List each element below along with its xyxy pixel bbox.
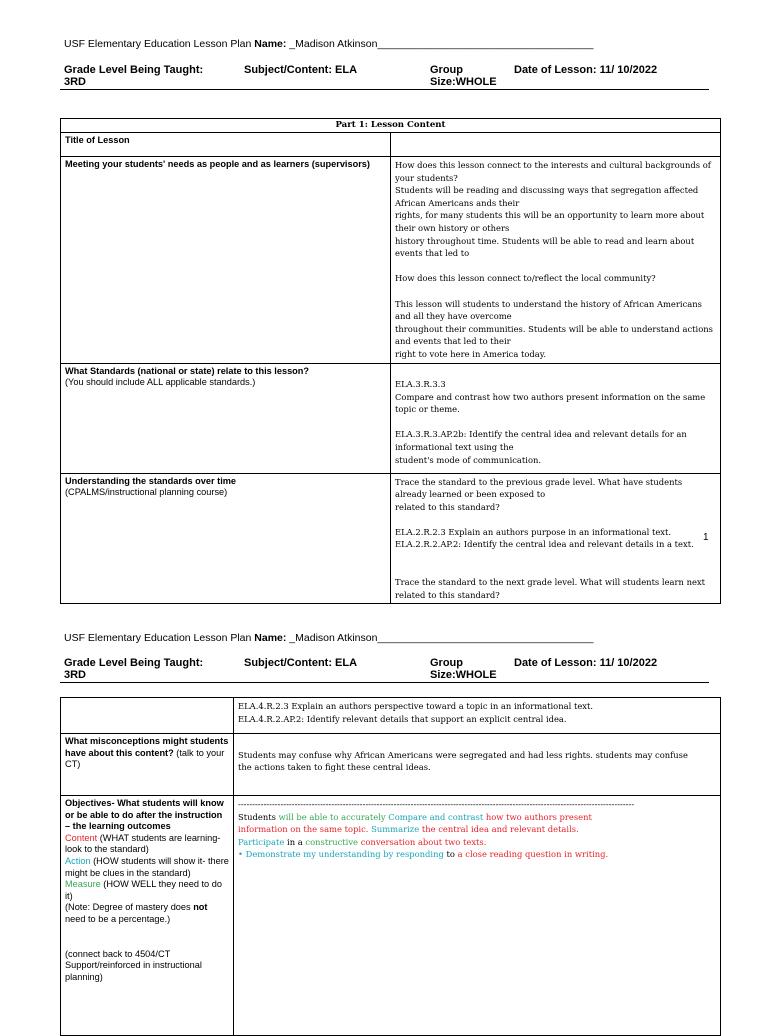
header-name-value: _Madison Atkinson_____________________________________ — [286, 38, 594, 50]
standards-line: ELA.3.R.3.3 — [395, 379, 446, 390]
page2-header — [64, 632, 594, 644]
grade-level — [64, 64, 203, 88]
mastery-note-bold: not — [193, 902, 208, 913]
standards-line: student's mode of communication. — [395, 454, 542, 465]
header-name-label: Name: — [254, 632, 287, 644]
needs-line: right to vote here in America today. — [395, 348, 547, 359]
continued-line: ELA.4.R.2.3 Explain an authors perspective toward a topic in an informational text. — [238, 701, 594, 711]
standards-content — [391, 363, 721, 473]
obj-content: how two authors present — [485, 811, 592, 822]
action-word: Action — [65, 855, 91, 866]
objective-line-3 — [238, 836, 716, 849]
objectives-label-bold: Objectives- What students will know or be able to do after the instruction – the learning outcomes — [65, 798, 224, 832]
group-size — [430, 657, 497, 681]
lesson-content-table-continued — [60, 697, 721, 1036]
needs-line: throughout their communities. Students will be able to understand actions and events that led to their — [395, 323, 713, 347]
over-time-label — [61, 473, 391, 604]
group-value: Size:WHOLE — [430, 76, 497, 88]
needs-label — [61, 157, 391, 364]
over-time-line: related to this standard? — [395, 501, 500, 512]
action-note: (HOW students will show it- there might be clues in the standard) — [65, 855, 229, 878]
over-time-line: Trace the standard to the next grade level. What will students learn next related to this standard? — [395, 577, 706, 600]
needs-line: rights, for many students this will be an opportunity to learn more about their own history or others — [395, 210, 705, 233]
header-name-value: _Madison Atkinson_____________________________________ — [286, 632, 594, 644]
continued-content — [234, 698, 721, 734]
header-prefix: USF Elementary Education Lesson Plan — [64, 38, 255, 50]
group-value: Size:WHOLE — [430, 669, 497, 681]
connect-note: (connect back to 4504/CT Support/reinforced in instructional planning) — [65, 948, 202, 982]
needs-content — [391, 157, 721, 364]
title-of-lesson-value — [391, 133, 721, 157]
lesson-content-table — [60, 118, 721, 604]
misconceptions-content — [234, 734, 721, 796]
grade-level — [64, 657, 203, 681]
obj-action: • Demonstrate my understanding by responding — [238, 849, 447, 860]
dash-line: -------------------------------------------------------------------------------------------------------------------------------------------- — [238, 799, 635, 809]
grade-value: 3RD — [64, 669, 87, 681]
spacer — [395, 366, 716, 379]
over-time-label-bold: Understanding the standards over time — [65, 475, 237, 486]
obj-measure: will be able to accurately — [278, 811, 389, 822]
page-number: 1 — [703, 532, 709, 543]
group-size — [430, 64, 497, 88]
needs-line: This lesson will students to understand the history of African Americans and all they have overcome — [395, 298, 702, 322]
page1-header — [64, 38, 594, 50]
over-time-line: ELA.2.R.2.AP.2: Identify the central idea and relevant details in a text. — [395, 539, 694, 550]
needs-line: Students will be reading and discussing ways that segregation affected African Americans ands their — [395, 185, 699, 208]
obj-text: to — [446, 849, 458, 860]
spacer — [238, 736, 716, 749]
needs-line: history throughout time. Students will be able to read and learn about events that led to — [395, 235, 695, 259]
content-word: Content — [65, 832, 98, 843]
over-time-line: Trace the standard to the previous grade level. What have students already learned or been exposed to — [395, 476, 683, 500]
objective-line-4 — [238, 848, 716, 861]
obj-content: conversation about two texts. — [360, 836, 487, 847]
misconceptions-label — [61, 734, 234, 796]
header-rule — [60, 682, 709, 683]
over-time-content — [391, 473, 721, 604]
needs-label-text: Meeting your students' needs as people and as learners (supervisors) — [65, 159, 370, 169]
objectives-label — [61, 796, 234, 1036]
spacer — [395, 285, 716, 298]
header-name-label: Name: — [254, 38, 287, 50]
continued-line: ELA.4.R.2.AP.2: Identify relevant details that support an explicit central idea. — [238, 713, 567, 724]
table-caption: Part 1: Lesson Content — [61, 119, 721, 133]
mastery-note: (Note: Degree of mastery does — [65, 902, 194, 913]
grade-value: 3RD — [64, 76, 87, 88]
misconceptions-line: Students may confuse why African Americans were segregated and had less rights. students may confuse — [238, 749, 688, 760]
mastery-note-end: need to be a percentage.) — [65, 913, 171, 924]
title-of-lesson-text: Title of Lesson — [65, 135, 130, 145]
obj-action: Compare and contrast — [388, 811, 486, 822]
spacer — [395, 416, 716, 429]
content-note: (WHAT students are learning- look to the standard) — [65, 832, 221, 855]
subject-content: Subject/Content: ELA — [244, 657, 358, 669]
spacer — [395, 513, 716, 526]
subject-content: Subject/Content: ELA — [244, 64, 358, 76]
continued-label — [61, 698, 234, 734]
standards-line: ELA.3.R.3.AP.2b: Identify the central idea and relevant details for an informational text using the — [395, 429, 687, 453]
lesson-date: Date of Lesson: 11/ 10/2022 — [514, 657, 658, 669]
grade-label: Grade Level Being Taught: — [64, 657, 204, 669]
obj-measure: constructive — [305, 836, 361, 847]
objectives-content — [234, 796, 721, 1036]
spacer — [395, 551, 716, 564]
misconceptions-label-note: (talk to your CT) — [65, 747, 225, 770]
over-time-label-note: (CPALMS/instructional planning course) — [65, 487, 228, 498]
lesson-date: Date of Lesson: 11/ 10/2022 — [514, 64, 658, 76]
standards-label-bold: What Standards (national or state) relate to this lesson? — [65, 365, 310, 376]
objective-line-1 — [238, 811, 716, 824]
grade-label: Grade Level Being Taught: — [64, 64, 204, 76]
obj-content: information on the same topic. — [238, 824, 372, 835]
obj-text: in a — [287, 836, 306, 847]
standards-line: Compare and contrast how two authors present information on the same topic or theme. — [395, 391, 706, 415]
group-label: Group — [430, 657, 463, 669]
obj-text: Students — [238, 811, 279, 822]
over-time-line: ELA.2.R.2.3 Explain an authors purpose in an informational text. — [395, 526, 672, 537]
standards-label — [61, 363, 391, 473]
needs-line: How does this lesson connect to/reflect the local community? — [395, 273, 656, 284]
title-of-lesson-label — [61, 133, 391, 157]
standards-label-note: (You should include ALL applicable standards.) — [65, 377, 256, 388]
obj-content: a close reading question in writing. — [457, 849, 609, 860]
obj-content: the central idea and relevant details. — [421, 824, 579, 835]
spacer — [395, 260, 716, 273]
group-label: Group — [430, 64, 463, 76]
obj-action: Summarize — [371, 824, 422, 835]
obj-action: Participate — [238, 836, 288, 847]
needs-line: How does this lesson connect to the interests and cultural backgrounds of your students? — [395, 160, 711, 183]
header-prefix: USF Elementary Education Lesson Plan — [64, 632, 255, 644]
spacer — [395, 564, 716, 577]
misconceptions-line: the actions taken to fight these central ideas. — [238, 762, 431, 773]
header-rule — [60, 89, 709, 90]
measure-note: (HOW WELL they need to do it) — [65, 879, 222, 901]
misconceptions-label-bold: What misconceptions might students have about this content? — [65, 736, 229, 758]
objective-line-2 — [238, 823, 716, 836]
measure-word: Measure — [65, 879, 101, 890]
